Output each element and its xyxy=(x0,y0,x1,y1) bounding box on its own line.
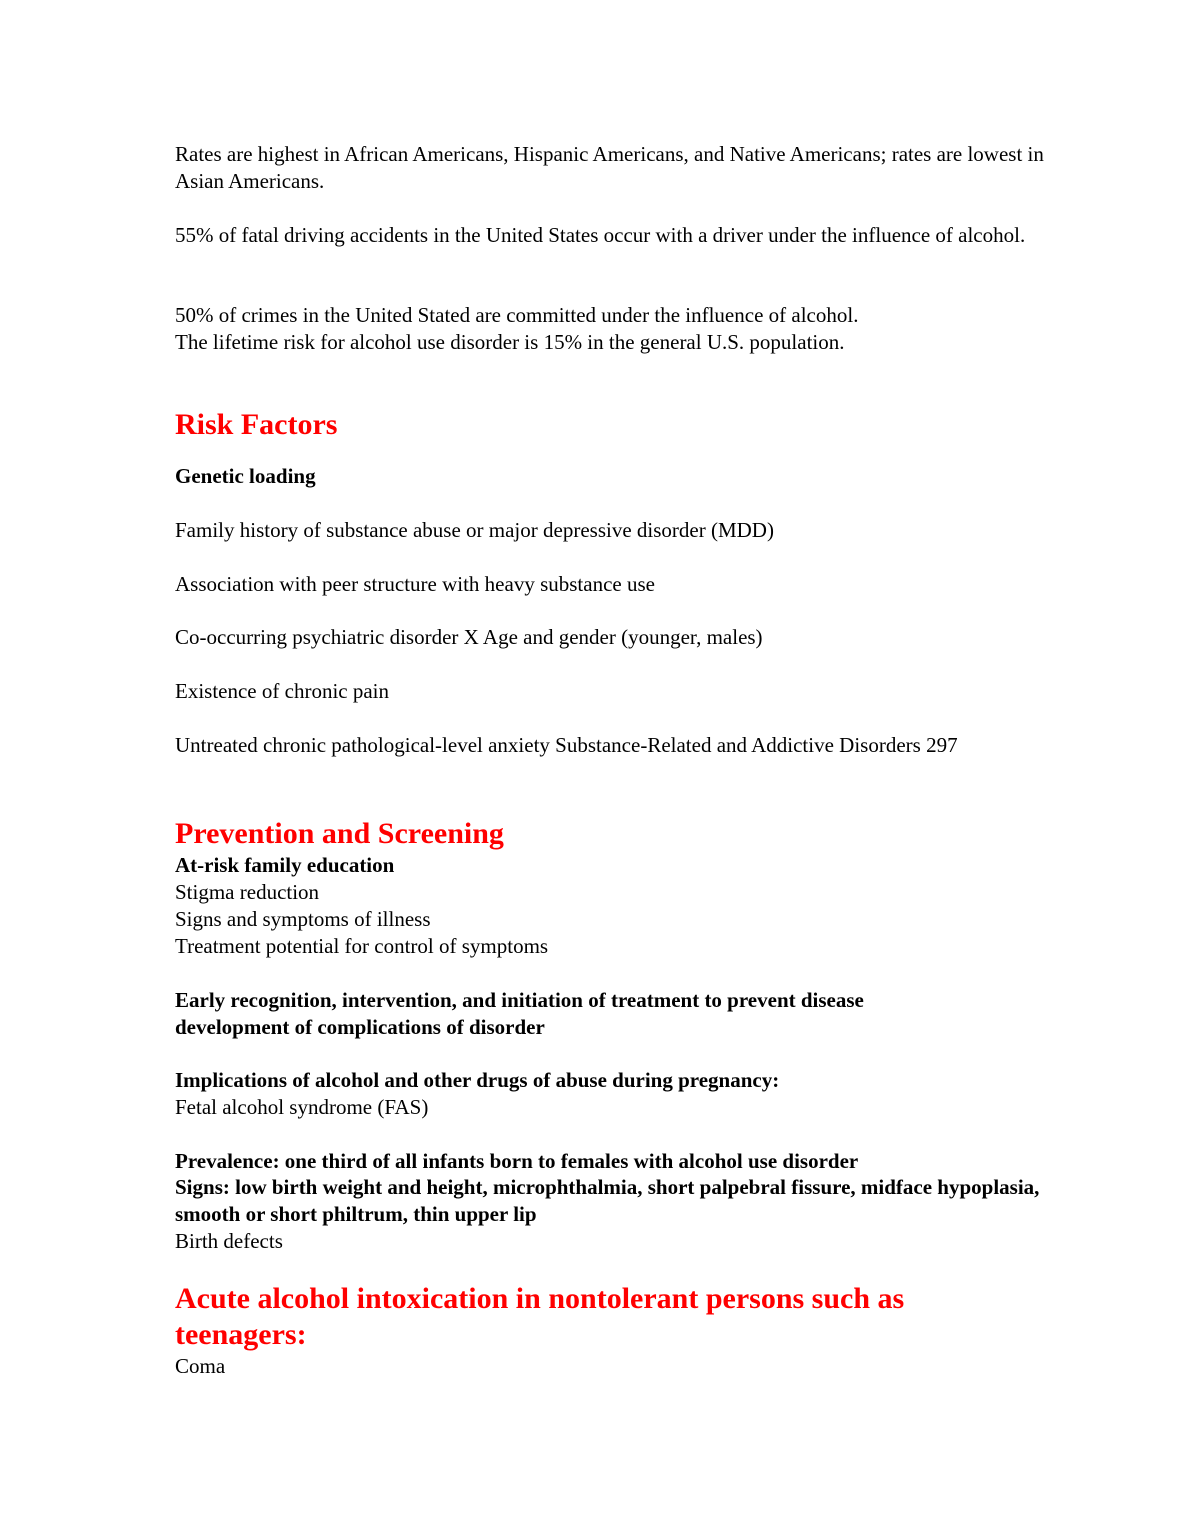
prevalence-line: Prevalence: one third of all infants born to females with alcohol use disorder xyxy=(175,1149,859,1173)
rates-paragraph: Rates are highest in African Americans, Hispanic Americans, and Native Americans; rates are lowest in Asian Americans. xyxy=(175,142,1044,193)
birth-defects-line: Birth defects xyxy=(175,1229,283,1253)
stigma-line: Stigma reduction xyxy=(175,880,320,904)
cooccurring-line: Co-occurring psychiatric disorder X Age and gender (younger, males) xyxy=(175,625,763,649)
acute-intoxication-heading: Acute alcohol intoxication in nontolerant persons such as teenagers: xyxy=(175,1282,905,1351)
family-education-line: At-risk family education xyxy=(175,853,395,877)
risk-factors-heading: Risk Factors xyxy=(175,408,338,441)
prevention-heading: Prevention and Screening xyxy=(175,817,504,850)
peer-line: Association with peer structure with heavy substance use xyxy=(175,572,655,596)
signs-of-illness-line: Signs and symptoms of illness xyxy=(175,907,431,931)
fas-line: Fetal alcohol syndrome (FAS) xyxy=(175,1095,429,1119)
driving-paragraph: 55% of fatal driving accidents in the United States occur with a driver under the influence of alcohol. xyxy=(175,223,1026,247)
fas-signs-paragraph: Signs: low birth weight and height, microphthalmia, short palpebral fissure, midface hypoplasia, smooth or short philtrum, thin upper lip xyxy=(175,1175,1040,1226)
early-recognition-paragraph: Early recognition, intervention, and initiation of treatment to prevent disease development of complications of disorder xyxy=(175,988,864,1039)
family-history-line: Family history of substance abuse or major depressive disorder (MDD) xyxy=(175,518,774,542)
implications-line: Implications of alcohol and other drugs of abuse during pregnancy: xyxy=(175,1068,780,1092)
lifetime-risk-line: The lifetime risk for alcohol use disorder is 15% in the general U.S. population. xyxy=(175,330,845,354)
anxiety-paragraph: Untreated chronic pathological-level anxiety Substance-Related and Addictive Disorders 297 xyxy=(175,733,958,757)
genetic-loading-line: Genetic loading xyxy=(175,464,316,488)
treatment-potential-line: Treatment potential for control of symptoms xyxy=(175,934,549,958)
chronic-pain-line: Existence of chronic pain xyxy=(175,679,389,703)
crimes-line: 50% of crimes in the United Stated are committed under the influence of alcohol. xyxy=(175,303,859,327)
coma-line: Coma xyxy=(175,1354,226,1378)
